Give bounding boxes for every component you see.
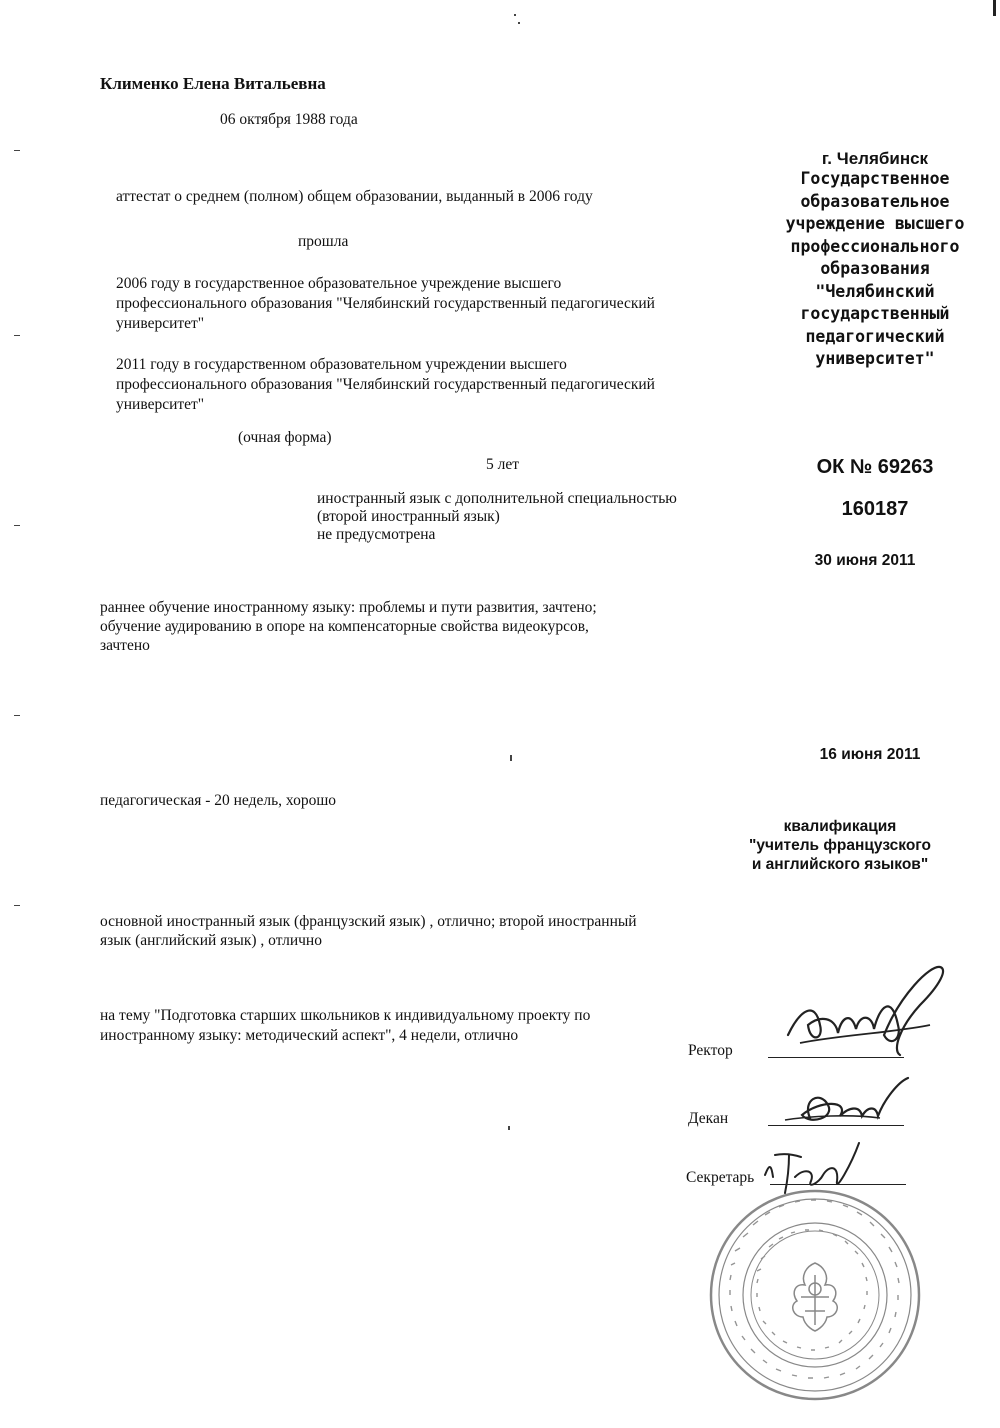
institution-line: педагогический [805,326,945,346]
scan-speck [508,1126,510,1130]
scan-speck [14,335,20,336]
qualification-line: квалификация [783,818,897,835]
diploma-series-number: ОК № 69263 [816,456,934,478]
scan-speck [993,0,996,16]
institution-line: Государственное [800,169,950,188]
institution-line: образования [820,259,930,278]
diploma-issue-date: 30 июня 2011 [814,552,916,569]
diploma-reg-number: 160187 [841,498,909,520]
secretary-label: Секретарь [686,1169,755,1186]
scan-speck [510,755,512,761]
thesis-line-2: иностранному языку: методический аспект", 4 недели, отлично [100,1027,519,1044]
dean-signature [780,1070,920,1130]
rector-label: Ректор [688,1042,733,1059]
dean-label: Декан [688,1110,729,1127]
institution-line: учреждение высшего [785,214,965,233]
institution-line: "Челябинский [815,281,935,301]
issuer-city: г. Челябинск [821,149,929,168]
study-form: (очная форма) [238,429,332,446]
scan-speck [14,715,20,716]
specialty-line-1: иностранный язык с дополнительной специальностью [317,490,677,507]
specialization-value: не предусмотрена [317,526,436,543]
entered-line-3: университет" [116,315,205,332]
decision-date: 16 июня 2011 [819,746,921,763]
graduated-line-3: университет" [116,396,205,413]
institution-line: профессионального [790,236,960,256]
institution-line: университет" [815,349,935,368]
coursework-line-2: обучение аудированию в опоре на компенсаторные свойства видеокурсов, [100,618,589,635]
graduated-line-2: профессионального образования "Челябинский государственный педагогический [116,376,655,393]
entered-line-2: профессионального образования "Челябинский государственный педагогический [116,295,655,312]
coursework-line-3: зачтено [100,637,150,654]
thesis-line-1: на тему "Подготовка старших школьников к индивидуальному проекту по [100,1007,591,1024]
qualification-line: "учитель французского [748,837,932,854]
practice-text: педагогическая - 20 недель, хорошо [100,792,337,809]
certificate-text: аттестат о среднем (полном) общем образовании, выданный в 2006 году [116,188,593,205]
scan-speck [518,22,520,24]
scan-speck [14,525,20,526]
state-exams-line-1: основной иностранный язык (французский язык) , отлично; второй иностранный [100,913,637,930]
study-duration: 5 лет [486,456,520,473]
rector-signature [780,955,960,1065]
state-exams-line-2: язык (английский язык) , отлично [100,932,322,949]
coursework-line-1: раннее обучение иностранному языку: проблемы и пути развития, зачтено; [100,599,597,616]
institution-line: образовательное [800,191,950,211]
qualification-line: и английского языков" [751,856,929,873]
specialty-line-2: (второй иностранный язык) [317,508,500,525]
official-stamp [705,1185,925,1405]
graduated-line-1: 2011 году в государственном образовательном учреждении высшего [116,356,567,373]
person-name: Клименко Елена Витальевна [100,74,326,93]
issuer-institution [760,168,990,371]
passed-text: прошла [298,233,349,250]
entered-line-1: 2006 году в государственное образовательное учреждение высшего [116,275,562,292]
qualification-block [720,817,960,874]
scan-speck [14,150,20,151]
birth-date: 06 октября 1988 года [220,111,358,128]
scan-speck [14,905,20,906]
institution-line: государственный [800,304,950,323]
scan-speck [514,14,516,16]
